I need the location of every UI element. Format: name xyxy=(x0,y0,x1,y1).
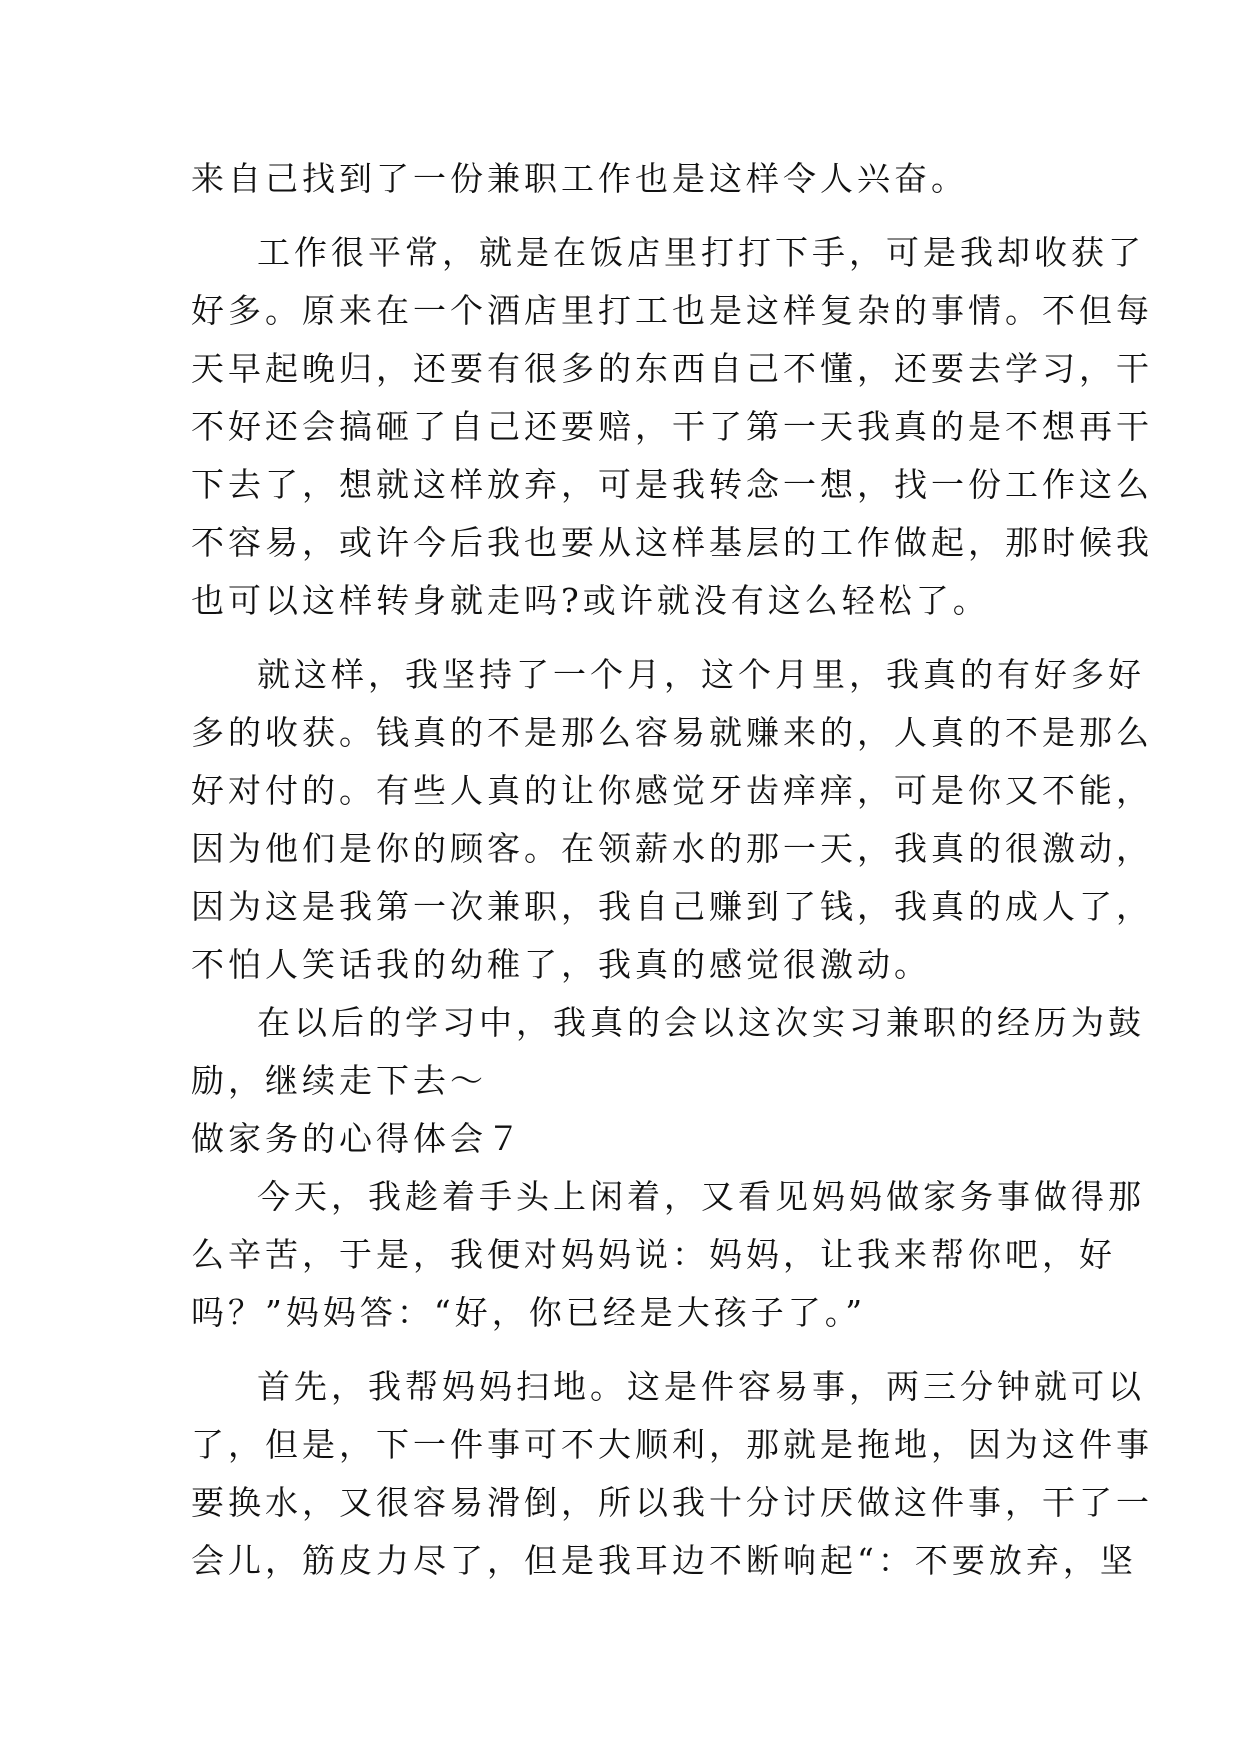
text-line: 不容易，或许今后我也要从这样基层的工作做起，那时候我 xyxy=(191,523,1153,562)
text-line: 下去了，想就这样放弃，可是我转念一想，找一份工作这么 xyxy=(191,465,1153,504)
text-line: 要换水，又很容易滑倒，所以我十分讨厌做这件事，干了一 xyxy=(191,1483,1153,1522)
text-line: 么辛苦，于是，我便对妈妈说：妈妈，让我来帮你吧，好 xyxy=(191,1235,1116,1274)
paragraph-start-line: 在以后的学习中，我真的会以这次实习兼职的经历为鼓 xyxy=(257,1003,1145,1042)
text-line: 励，继续走下去～ xyxy=(191,1061,487,1100)
text-line: 好对付的。有些人真的让你感觉牙齿痒痒，可是你又不能， xyxy=(191,771,1153,810)
section-heading: 做家务的心得体会７ xyxy=(191,1119,524,1158)
text-line: 吗？”妈妈答：“好，你已经是大孩子了。” xyxy=(191,1293,867,1332)
text-line: 不怕人笑话我的幼稚了，我真的感觉很激动。 xyxy=(191,945,931,984)
text-line: 好多。原来在一个酒店里打工也是这样复杂的事情。不但每 xyxy=(191,291,1153,330)
text-line: 来自己找到了一份兼职工作也是这样令人兴奋。 xyxy=(191,159,968,198)
text-line: 也可以这样转身就走吗?或许就没有这么轻松了。 xyxy=(191,581,990,620)
text-line: 了，但是，下一件事可不大顺利，那就是拖地，因为这件事 xyxy=(191,1425,1153,1464)
text-line: 不好还会搞砸了自己还要赔，干了第一天我真的是不想再干 xyxy=(191,407,1153,446)
paragraph-start-line: 就这样，我坚持了一个月，这个月里，我真的有好多好 xyxy=(257,655,1145,694)
text-line: 因为这是我第一次兼职，我自己赚到了钱，我真的成人了， xyxy=(191,887,1153,926)
paragraph-start-line: 工作很平常，就是在饭店里打打下手，可是我却收获了 xyxy=(257,233,1145,272)
document-body xyxy=(191,150,1153,1590)
paragraph-start-line: 今天，我趁着手头上闲着，又看见妈妈做家务事做得那 xyxy=(257,1177,1145,1216)
text-line: 天早起晚归，还要有很多的东西自己不懂，还要去学习，干 xyxy=(191,349,1153,388)
text-line: 会儿，筋皮力尽了，但是我耳边不断响起“：不要放弃，坚 xyxy=(191,1541,1137,1580)
text-line: 因为他们是你的顾客。在领薪水的那一天，我真的很激动， xyxy=(191,829,1153,868)
paragraph-start-line: 首先，我帮妈妈扫地。这是件容易事，两三分钟就可以 xyxy=(257,1367,1145,1406)
text-line: 多的收获。钱真的不是那么容易就赚来的，人真的不是那么 xyxy=(191,713,1153,752)
